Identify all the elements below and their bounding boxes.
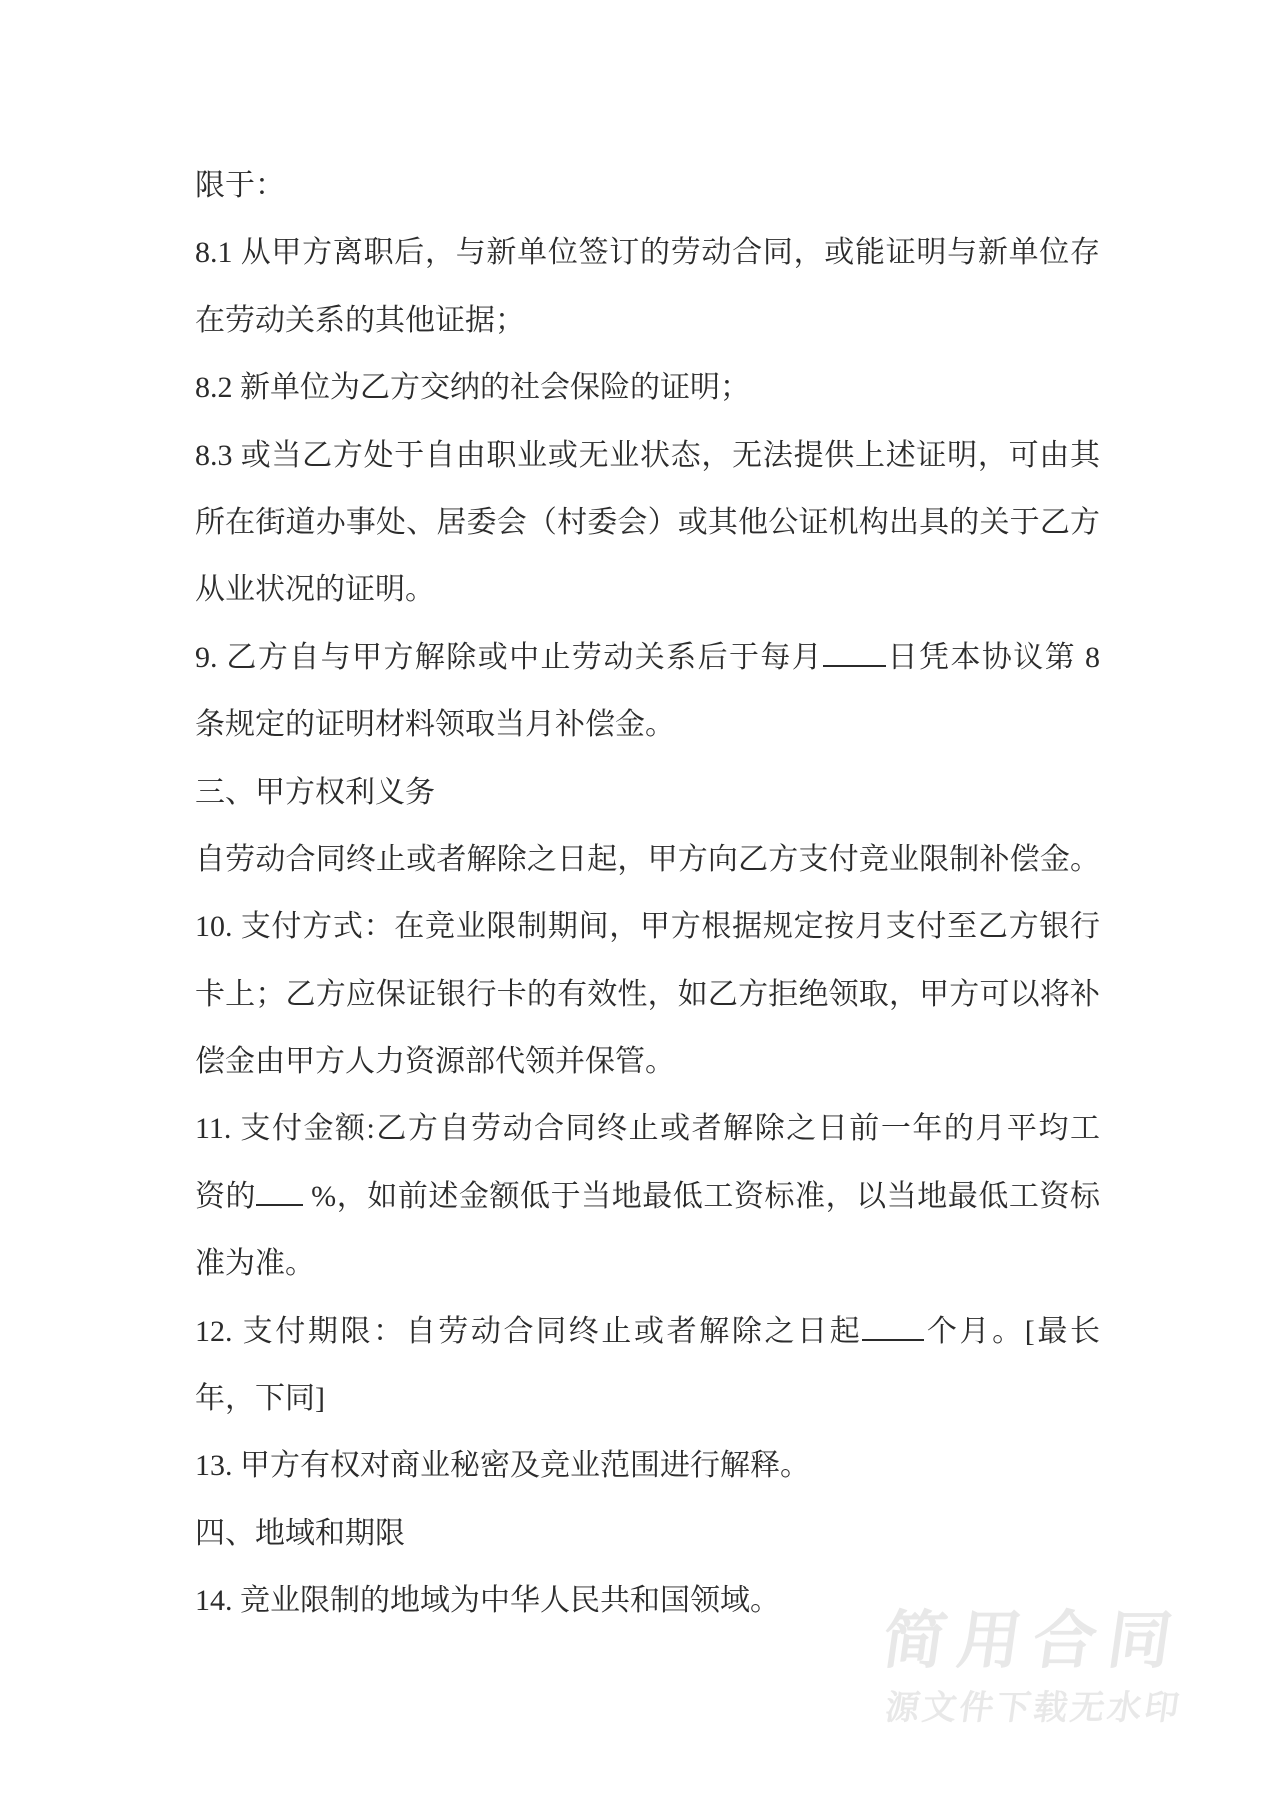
document-body	[195, 152, 1100, 1635]
document-line	[195, 1095, 1100, 1162]
line-text: 10. 支付方式：在竞业限制期间，甲方根据规定按月支付至乙方银行	[195, 910, 1100, 944]
line-text: 四、地域和期限	[195, 1516, 405, 1550]
line-text: 三、甲方权利义务	[195, 775, 435, 809]
document-line	[195, 1500, 1100, 1567]
line-text: 限于：	[195, 169, 285, 202]
line-text: 自劳动合同终止或者解除之日起，甲方向乙方支付竞业限制补偿金。	[195, 842, 1100, 876]
line-text: 准为准。	[195, 1247, 315, 1281]
watermark-subtitle: 源文件下载无水印	[882, 1689, 1185, 1727]
line-text: 年，下同]	[195, 1382, 325, 1416]
line-text: 8.3 或当乙方处于自由职业或无业状态，无法提供上述证明，可由其	[195, 438, 1100, 472]
document-line	[195, 556, 1100, 623]
document-line	[195, 1365, 1100, 1432]
line-text: 在劳动关系的其他证据；	[195, 303, 525, 337]
line-text: 个月。[最长	[924, 1314, 1100, 1348]
document-line	[195, 624, 1100, 691]
document-line	[195, 1230, 1100, 1297]
document-line	[195, 759, 1100, 826]
document-line	[195, 826, 1100, 893]
document-line	[195, 489, 1100, 556]
watermark-title: 简用合同	[878, 1606, 1189, 1676]
line-text: 卡上；乙方应保证银行卡的有效性，如乙方拒绝领取，甲方可以将补	[195, 977, 1100, 1011]
line-text: 日凭本协议第 8	[886, 640, 1101, 674]
line-text: 从业状况的证明。	[195, 573, 435, 607]
document-line	[195, 152, 1100, 219]
blank-field	[862, 1309, 924, 1341]
document-line	[195, 219, 1100, 286]
line-text: 8.1 从甲方离职后，与新单位签订的劳动合同，或能证明与新单位存	[195, 236, 1100, 270]
blank-field	[823, 635, 886, 667]
line-text: 偿金由甲方人力资源部代领并保管。	[195, 1045, 675, 1079]
blank-field	[256, 1174, 303, 1206]
line-text: 条规定的证明材料领取当月补偿金。	[195, 708, 675, 742]
document-line	[195, 961, 1100, 1028]
document-line	[195, 1298, 1100, 1365]
line-text: 8.2 新单位为乙方交纳的社会保险的证明；	[195, 371, 750, 405]
line-text: 9. 乙方自与甲方解除或中止劳动关系后于每月	[195, 640, 824, 674]
document-line	[195, 1028, 1100, 1095]
line-text: 资的	[195, 1179, 257, 1213]
document-line	[195, 422, 1100, 489]
line-text: 所在街道办事处、居委会（村委会）或其他公证机构出具的关于乙方	[195, 505, 1100, 539]
document-line	[195, 893, 1100, 960]
line-text: %，如前述金额低于当地最低工资标准，以当地最低工资标	[303, 1179, 1100, 1213]
document-line	[195, 1432, 1100, 1499]
line-text: 13. 甲方有权对商业秘密及竞业范围进行解释。	[195, 1449, 810, 1483]
document-line	[195, 354, 1100, 421]
line-text: 11. 支付金额:乙方自劳动合同终止或者解除之日前一年的月平均工	[195, 1112, 1100, 1146]
document-line	[195, 287, 1100, 354]
line-text: 14. 竞业限制的地域为中华人民共和国领域。	[195, 1584, 780, 1618]
document-line	[195, 691, 1100, 758]
line-text: 12. 支付期限：自劳动合同终止或者解除之日起	[195, 1314, 863, 1348]
document-line	[195, 1163, 1100, 1230]
